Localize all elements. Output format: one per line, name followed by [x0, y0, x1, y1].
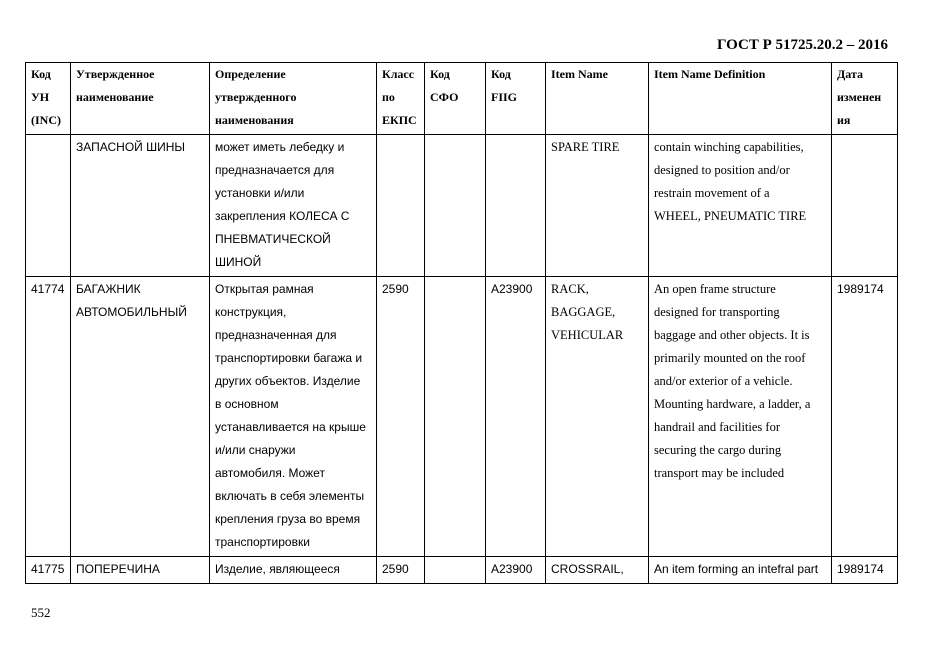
cell-fiig: A23900: [486, 277, 546, 557]
cell-approved-name: БАГАЖНИК АВТОМОБИЛЬНЫЙ: [71, 277, 210, 557]
cell-fiig: [486, 135, 546, 277]
page-number: 552: [31, 605, 51, 620]
col-header-date: Дата изменен ия: [832, 63, 898, 135]
table-row: [26, 135, 898, 277]
col-header-approved-name: Утвержденное наименование: [71, 63, 210, 135]
cell-date: 1989174: [832, 277, 898, 557]
cell-definition: Изделие, являющееся: [210, 557, 377, 584]
cell-class: 2590: [377, 277, 425, 557]
cell-date: 1989174: [832, 557, 898, 584]
cell-inc: 41774: [26, 277, 71, 557]
cell-inc: 41775: [26, 557, 71, 584]
cell-sfo: [425, 557, 486, 584]
col-header-fiig: Код FIIG: [486, 63, 546, 135]
cell-class: [377, 135, 425, 277]
cell-definition: может иметь лебедку и предназначается для установки и/или закрепления КОЛЕСА С ПНЕВМАТИЧЕСКОЙ ШИНОЙ: [210, 135, 377, 277]
table-row: [26, 557, 898, 584]
cell-item-name: RACK, BAGGAGE, VEHICULAR: [546, 277, 649, 557]
cell-item-definition: An item forming an intefral part: [649, 557, 832, 584]
cell-item-name: CROSSRAIL,: [546, 557, 649, 584]
col-header-inc: Код УН (INC): [26, 63, 71, 135]
items-table: [25, 62, 898, 584]
document-title: ГОСТ Р 51725.20.2 – 2016: [716, 37, 888, 53]
col-header-item-definition: Item Name Definition: [649, 63, 832, 135]
cell-item-name: SPARE TIRE: [546, 135, 649, 277]
header-row: [26, 63, 898, 135]
col-header-sfo: Код СФО: [425, 63, 486, 135]
cell-item-definition: An open frame structure designed for transporting baggage and other objects. It is primarily mounted on the roof and/or exterior of a vehicle. Mounting hardware, a ladder, a handrail and facilities for securing the cargo during transport may be included: [649, 277, 832, 557]
cell-definition: Открытая рамная конструкция, предназначенная для транспортировки багажа и других объектов. Изделие в основном устанавливается на крыше и/или снаружи автомобиля. Может включать в себя элементы крепления груза во время транспортировки: [210, 277, 377, 557]
col-header-class: Класс по ЕКПС: [377, 63, 425, 135]
cell-approved-name: ЗАПАСНОЙ ШИНЫ: [71, 135, 210, 277]
cell-sfo: [425, 277, 486, 557]
cell-inc: [26, 135, 71, 277]
cell-approved-name: ПОПЕРЕЧИНА: [71, 557, 210, 584]
cell-class: 2590: [377, 557, 425, 584]
cell-fiig: A23900: [486, 557, 546, 584]
col-header-definition: Определение утвержденного наименования: [210, 63, 377, 135]
cell-date: [832, 135, 898, 277]
cell-sfo: [425, 135, 486, 277]
cell-item-definition: contain winching capabilities, designed to position and/or restrain movement of a WHEEL, PNEUMATIC TIRE: [649, 135, 832, 277]
table-row: [26, 277, 898, 557]
col-header-item-name: Item Name: [546, 63, 649, 135]
